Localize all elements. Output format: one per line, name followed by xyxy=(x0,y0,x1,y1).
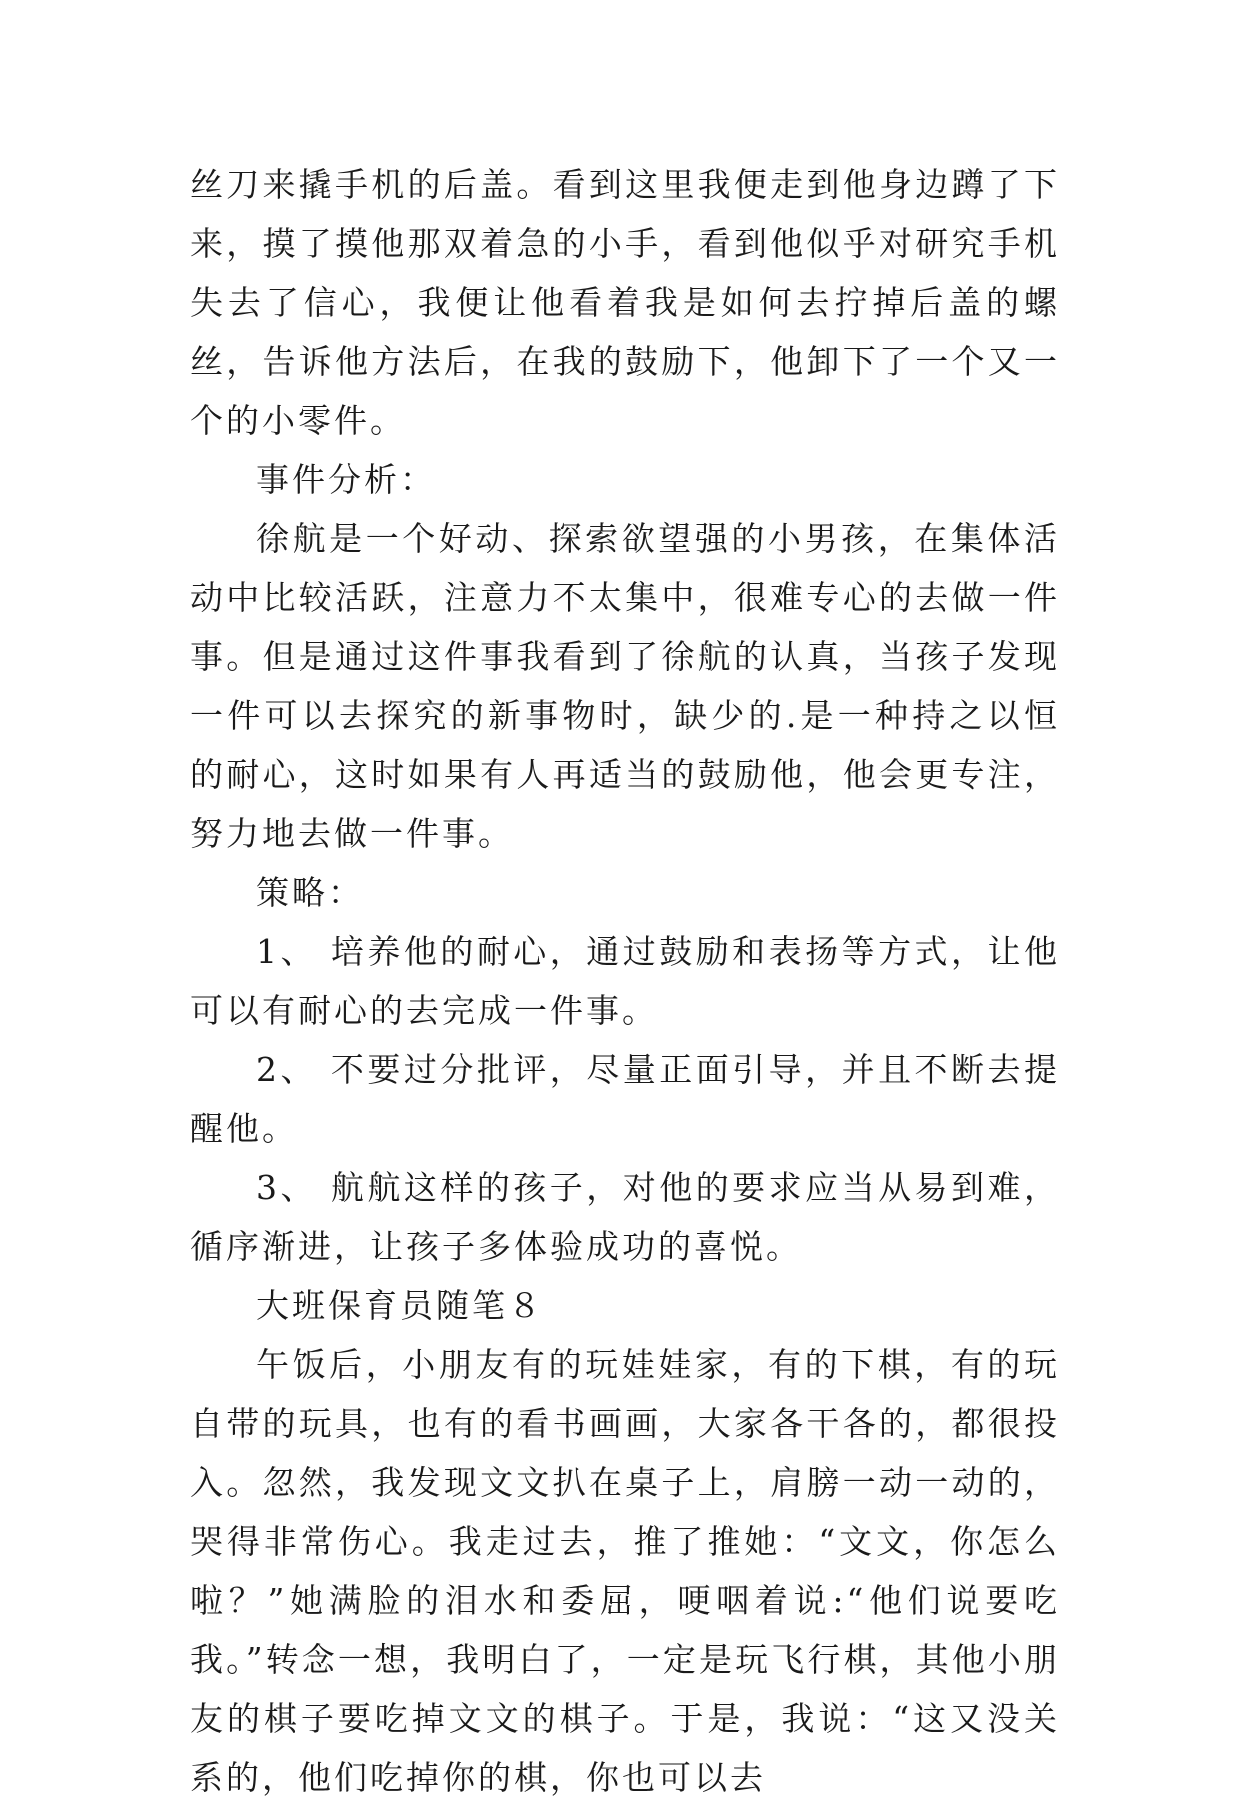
strategy-item-3: 3、 航航这样的孩子，对他的要求应当从易到难，循序渐进，让孩子多体验成功的喜悦。 xyxy=(190,1168,1060,1266)
paragraph-story: 午饭后，小朋友有的玩娃娃家，有的下棋，有的玩自带的玩具，也有的看书画画，大家各干各的，都很投入。忽然，我发现文文扒在桌子上，肩膀一动一动的，哭得非常伤心。我走过去，推了推她：“文文，你怎么啦？”她满脸的泪水和委屈，哽咽着说:“他们说要吃我。”转念一想，我明白了，一定是玩飞行棋，其他小朋友的棋子要吃掉文文的棋子。于是，我说：“这又没关系的，他们吃掉你的棋，你也可以去 xyxy=(190,1345,1060,1797)
paragraph-analysis: 徐航是一个好动、探索欲望强的小男孩，在集体活动中比较活跃，注意力不太集中，很难专心的去做一件事。但是通过这件事我看到了徐航的认真，当孩子发现一件可以去探究的新事物时，缺少的.是一种持之以恒的耐心，这时如果有人再适当的鼓励他，他会更专注，努力地去做一件事。 xyxy=(190,519,1060,853)
strategy-item-1: 1、 培养他的耐心，通过鼓励和表扬等方式，让他可以有耐心的去完成一件事。 xyxy=(190,932,1060,1030)
document-body xyxy=(190,155,1060,1807)
heading-strategy: 策略： xyxy=(256,873,364,912)
strategy-item-2: 2、 不要过分批评，尽量正面引导，并且不断去提醒他。 xyxy=(190,1050,1060,1148)
paragraph-continuation: 丝刀来撬手机的后盖。看到这里我便走到他身边蹲了下来，摸了摸他那双着急的小手，看到他似乎对研究手机失去了信心，我便让他看着我是如何去拧掉后盖的螺丝，告诉他方法后，在我的鼓励下，他卸下了一个又一个的小零件。 xyxy=(190,165,1060,440)
heading-event-analysis: 事件分析： xyxy=(256,460,436,499)
section-title: 大班保育员随笔８ xyxy=(256,1286,544,1325)
